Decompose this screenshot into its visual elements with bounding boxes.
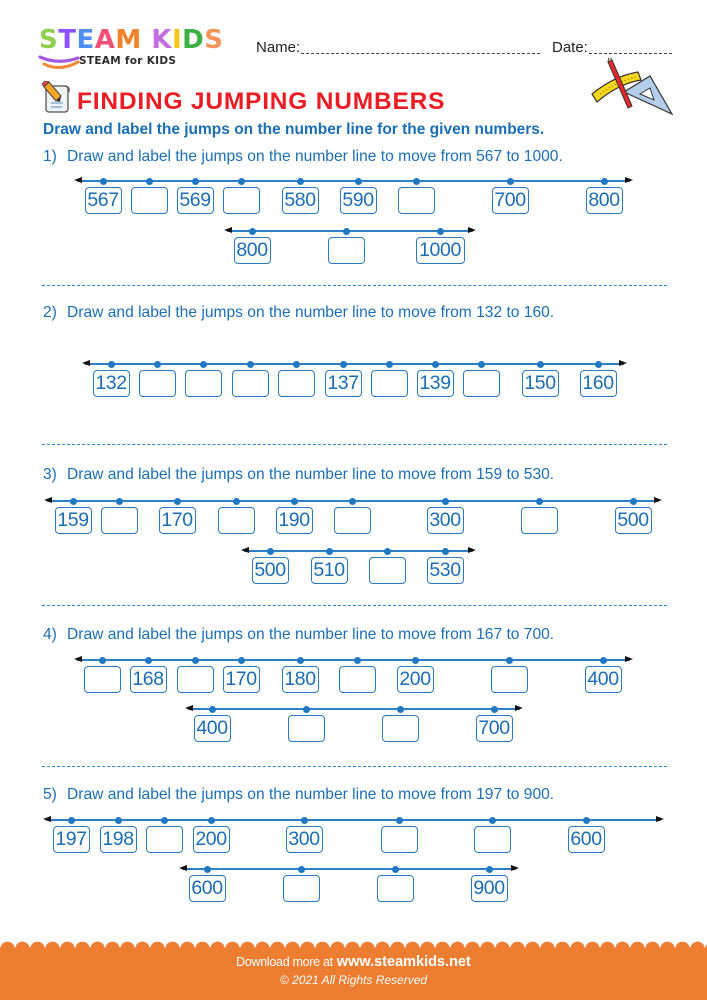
problem-text: Draw and label the jumps on the number line to move from 167 to 700. (67, 626, 555, 643)
tick-dot (397, 706, 404, 713)
arrow-left-icon (179, 865, 187, 871)
number-box: 400 (194, 715, 231, 742)
problem-text: Draw and label the jumps on the number line to move from 159 to 530. (67, 466, 555, 483)
tick-dot (247, 361, 254, 368)
logo-letter: I (171, 25, 183, 55)
number-box: 170 (223, 666, 260, 693)
logo-letter: K (151, 25, 172, 55)
answer-box[interactable] (369, 557, 406, 584)
number-box: 180 (282, 666, 319, 693)
answer-box[interactable] (463, 370, 500, 397)
number-box: 800 (234, 237, 271, 264)
arrow-right-icon (625, 177, 633, 183)
tick-dot (489, 817, 496, 824)
logo-letter: S (39, 25, 59, 55)
number-box: 170 (159, 507, 196, 534)
number-line-axis (46, 819, 661, 821)
answer-box[interactable] (491, 666, 528, 693)
answer-box[interactable] (382, 715, 419, 742)
problem-number: 5) (43, 786, 57, 803)
answer-box[interactable] (398, 187, 435, 214)
tick-dot (68, 817, 75, 824)
number-box: 600 (568, 826, 605, 853)
number-box: 168 (130, 666, 167, 693)
tick-dot (298, 866, 305, 873)
tick-dot (145, 657, 152, 664)
answer-box[interactable] (328, 237, 365, 264)
number-box: 700 (476, 715, 513, 742)
logo-subtitle: STEAM for KIDS (79, 55, 177, 67)
tick-dot (291, 498, 298, 505)
section-divider (42, 444, 667, 445)
tick-dot (209, 706, 216, 713)
date-input-line[interactable] (589, 53, 672, 54)
ruler-pencil-triangle-icon (588, 58, 676, 118)
answer-box[interactable] (377, 875, 414, 902)
number-box: 159 (55, 507, 92, 534)
tick-dot (238, 657, 245, 664)
problem-1-prompt (43, 148, 563, 166)
footer-download-row (0, 953, 707, 971)
tick-dot (432, 361, 439, 368)
tick-dot (293, 361, 300, 368)
tick-dot (115, 817, 122, 824)
number-box: 300 (427, 507, 464, 534)
tick-dot (491, 706, 498, 713)
answer-box[interactable] (131, 187, 168, 214)
number-box: 567 (85, 187, 122, 214)
tick-dot (600, 657, 607, 664)
problem-number: 4) (43, 626, 57, 643)
answer-box[interactable] (283, 875, 320, 902)
answer-box[interactable] (146, 826, 183, 853)
tick-dot (486, 866, 493, 873)
tick-dot (303, 706, 310, 713)
number-box: 190 (276, 507, 313, 534)
answer-box[interactable] (185, 370, 222, 397)
problem-text: Draw and label the jumps on the number line to move from 132 to 160. (67, 304, 555, 321)
answer-box[interactable] (381, 826, 418, 853)
tick-dot (301, 817, 308, 824)
arrow-right-icon (625, 656, 633, 662)
tick-dot (478, 361, 485, 368)
tick-dot (384, 548, 391, 555)
tick-dot (249, 228, 256, 235)
answer-box[interactable] (101, 507, 138, 534)
name-input-line[interactable] (301, 53, 540, 54)
logo-letter: E (76, 25, 95, 55)
number-box: 197 (53, 826, 90, 853)
answer-box[interactable] (371, 370, 408, 397)
footer-website-link[interactable]: www.steamkids.net (336, 954, 471, 970)
tick-dot (100, 178, 107, 185)
tick-dot (601, 178, 608, 185)
tick-dot (297, 178, 304, 185)
problem-4-prompt (43, 626, 554, 644)
answer-box[interactable] (339, 666, 376, 693)
arrow-left-icon (44, 497, 52, 503)
tick-dot (392, 866, 399, 873)
arrow-left-icon (74, 656, 82, 662)
tick-dot (297, 657, 304, 664)
logo-letter: A (94, 25, 116, 55)
problem-5-prompt (43, 786, 554, 804)
tick-dot (192, 178, 199, 185)
tick-dot (349, 498, 356, 505)
number-box: 800 (586, 187, 623, 214)
tick-dot (583, 817, 590, 824)
tick-dot (154, 361, 161, 368)
number-box: 200 (193, 826, 230, 853)
worksheet-instruction: Draw and label the jumps on the number line for the given numbers. (43, 121, 545, 138)
tick-dot (343, 228, 350, 235)
footer (0, 948, 707, 1000)
problem-2-prompt (43, 304, 554, 322)
arrow-left-icon (241, 547, 249, 553)
answer-box[interactable] (223, 187, 260, 214)
tick-dot (233, 498, 240, 505)
arrow-right-icon (511, 865, 519, 871)
number-line-axis (182, 868, 516, 870)
answer-box[interactable] (278, 370, 315, 397)
number-box: 569 (177, 187, 214, 214)
answer-box[interactable] (177, 666, 214, 693)
tick-dot (326, 548, 333, 555)
problem-number: 3) (43, 466, 57, 483)
number-box: 300 (286, 826, 323, 853)
logo-letter: M (115, 25, 142, 55)
tick-dot (413, 178, 420, 185)
tick-dot (146, 178, 153, 185)
arrow-right-icon (619, 360, 627, 366)
number-box: 510 (311, 557, 348, 584)
number-box: 132 (93, 370, 130, 397)
arrow-right-icon (468, 227, 476, 233)
tick-dot (437, 228, 444, 235)
tick-dot (192, 657, 199, 664)
section-divider (42, 285, 667, 286)
logo-space (142, 25, 152, 55)
footer-copyright: © 2021 All Rights Reserved (279, 973, 428, 987)
number-box: 1000 (416, 237, 465, 264)
answer-box[interactable] (84, 666, 121, 693)
logo-letter: D (182, 25, 205, 55)
tick-dot (238, 178, 245, 185)
number-line-axis (188, 708, 520, 710)
tick-dot (386, 361, 393, 368)
tick-dot (507, 178, 514, 185)
logo-letter: T (58, 25, 77, 55)
problem-text: Draw and label the jumps on the number line to move from 197 to 900. (67, 786, 555, 803)
answer-box[interactable] (232, 370, 269, 397)
number-box: 700 (492, 187, 529, 214)
number-box: 590 (340, 187, 377, 214)
number-box: 150 (522, 370, 559, 397)
logo-letter: S (204, 25, 224, 55)
worksheet-title: FINDING JUMPING NUMBERS (77, 88, 446, 115)
tick-dot (108, 361, 115, 368)
arrow-right-icon (654, 497, 662, 503)
number-box: 200 (397, 666, 434, 693)
tick-dot (396, 817, 403, 824)
worksheet-pencil-paper-icon (42, 81, 72, 114)
arrow-left-icon (74, 177, 82, 183)
tick-dot (208, 817, 215, 824)
answer-box[interactable] (474, 826, 511, 853)
number-box: 160 (580, 370, 617, 397)
number-box: 500 (252, 557, 289, 584)
problem-text: Draw and label the jumps on the number line to move from 567 to 1000. (67, 148, 563, 165)
tick-dot (536, 498, 543, 505)
number-box: 400 (585, 666, 622, 693)
tick-dot (267, 548, 274, 555)
tick-dot (537, 361, 544, 368)
number-box: 500 (615, 507, 652, 534)
name-label: Name: (256, 39, 301, 56)
tick-dot (116, 498, 123, 505)
tick-dot (354, 657, 361, 664)
logo-swoosh-icon (38, 54, 82, 72)
tick-dot (595, 361, 602, 368)
problem-3-prompt (43, 466, 554, 484)
number-box: 530 (427, 557, 464, 584)
tick-dot (200, 361, 207, 368)
problem-number: 2) (43, 304, 57, 321)
tick-dot (412, 657, 419, 664)
number-box: 139 (417, 370, 454, 397)
tick-dot (174, 498, 181, 505)
tick-dot (161, 817, 168, 824)
arrow-left-icon (185, 705, 193, 711)
arrow-left-icon (224, 227, 232, 233)
problem-number: 1) (43, 148, 57, 165)
number-line-axis (244, 550, 473, 552)
number-box: 600 (189, 875, 226, 902)
tick-dot (340, 361, 347, 368)
arrow-right-icon (515, 705, 523, 711)
answer-box[interactable] (334, 507, 371, 534)
tick-dot (99, 657, 106, 664)
number-line-axis (77, 180, 630, 182)
number-box: 137 (325, 370, 362, 397)
arrow-right-icon (468, 547, 476, 553)
tick-dot (630, 498, 637, 505)
section-divider (42, 766, 667, 767)
steam-kids-logo (39, 26, 223, 54)
tick-dot (70, 498, 77, 505)
answer-box[interactable] (218, 507, 255, 534)
tick-dot (442, 498, 449, 505)
arrow-left-icon (43, 816, 51, 822)
section-divider (42, 605, 667, 606)
arrow-right-icon (656, 816, 664, 822)
footer-download-text: Download more at (236, 955, 333, 969)
tick-dot (506, 657, 513, 664)
answer-box[interactable] (288, 715, 325, 742)
date-label: Date: (552, 39, 588, 56)
tick-dot (355, 178, 362, 185)
tick-dot (204, 866, 211, 873)
answer-box[interactable] (521, 507, 558, 534)
answer-box[interactable] (139, 370, 176, 397)
arrow-left-icon (82, 360, 90, 366)
number-box: 900 (471, 875, 508, 902)
number-box: 198 (100, 826, 137, 853)
tick-dot (442, 548, 449, 555)
number-box: 580 (282, 187, 319, 214)
